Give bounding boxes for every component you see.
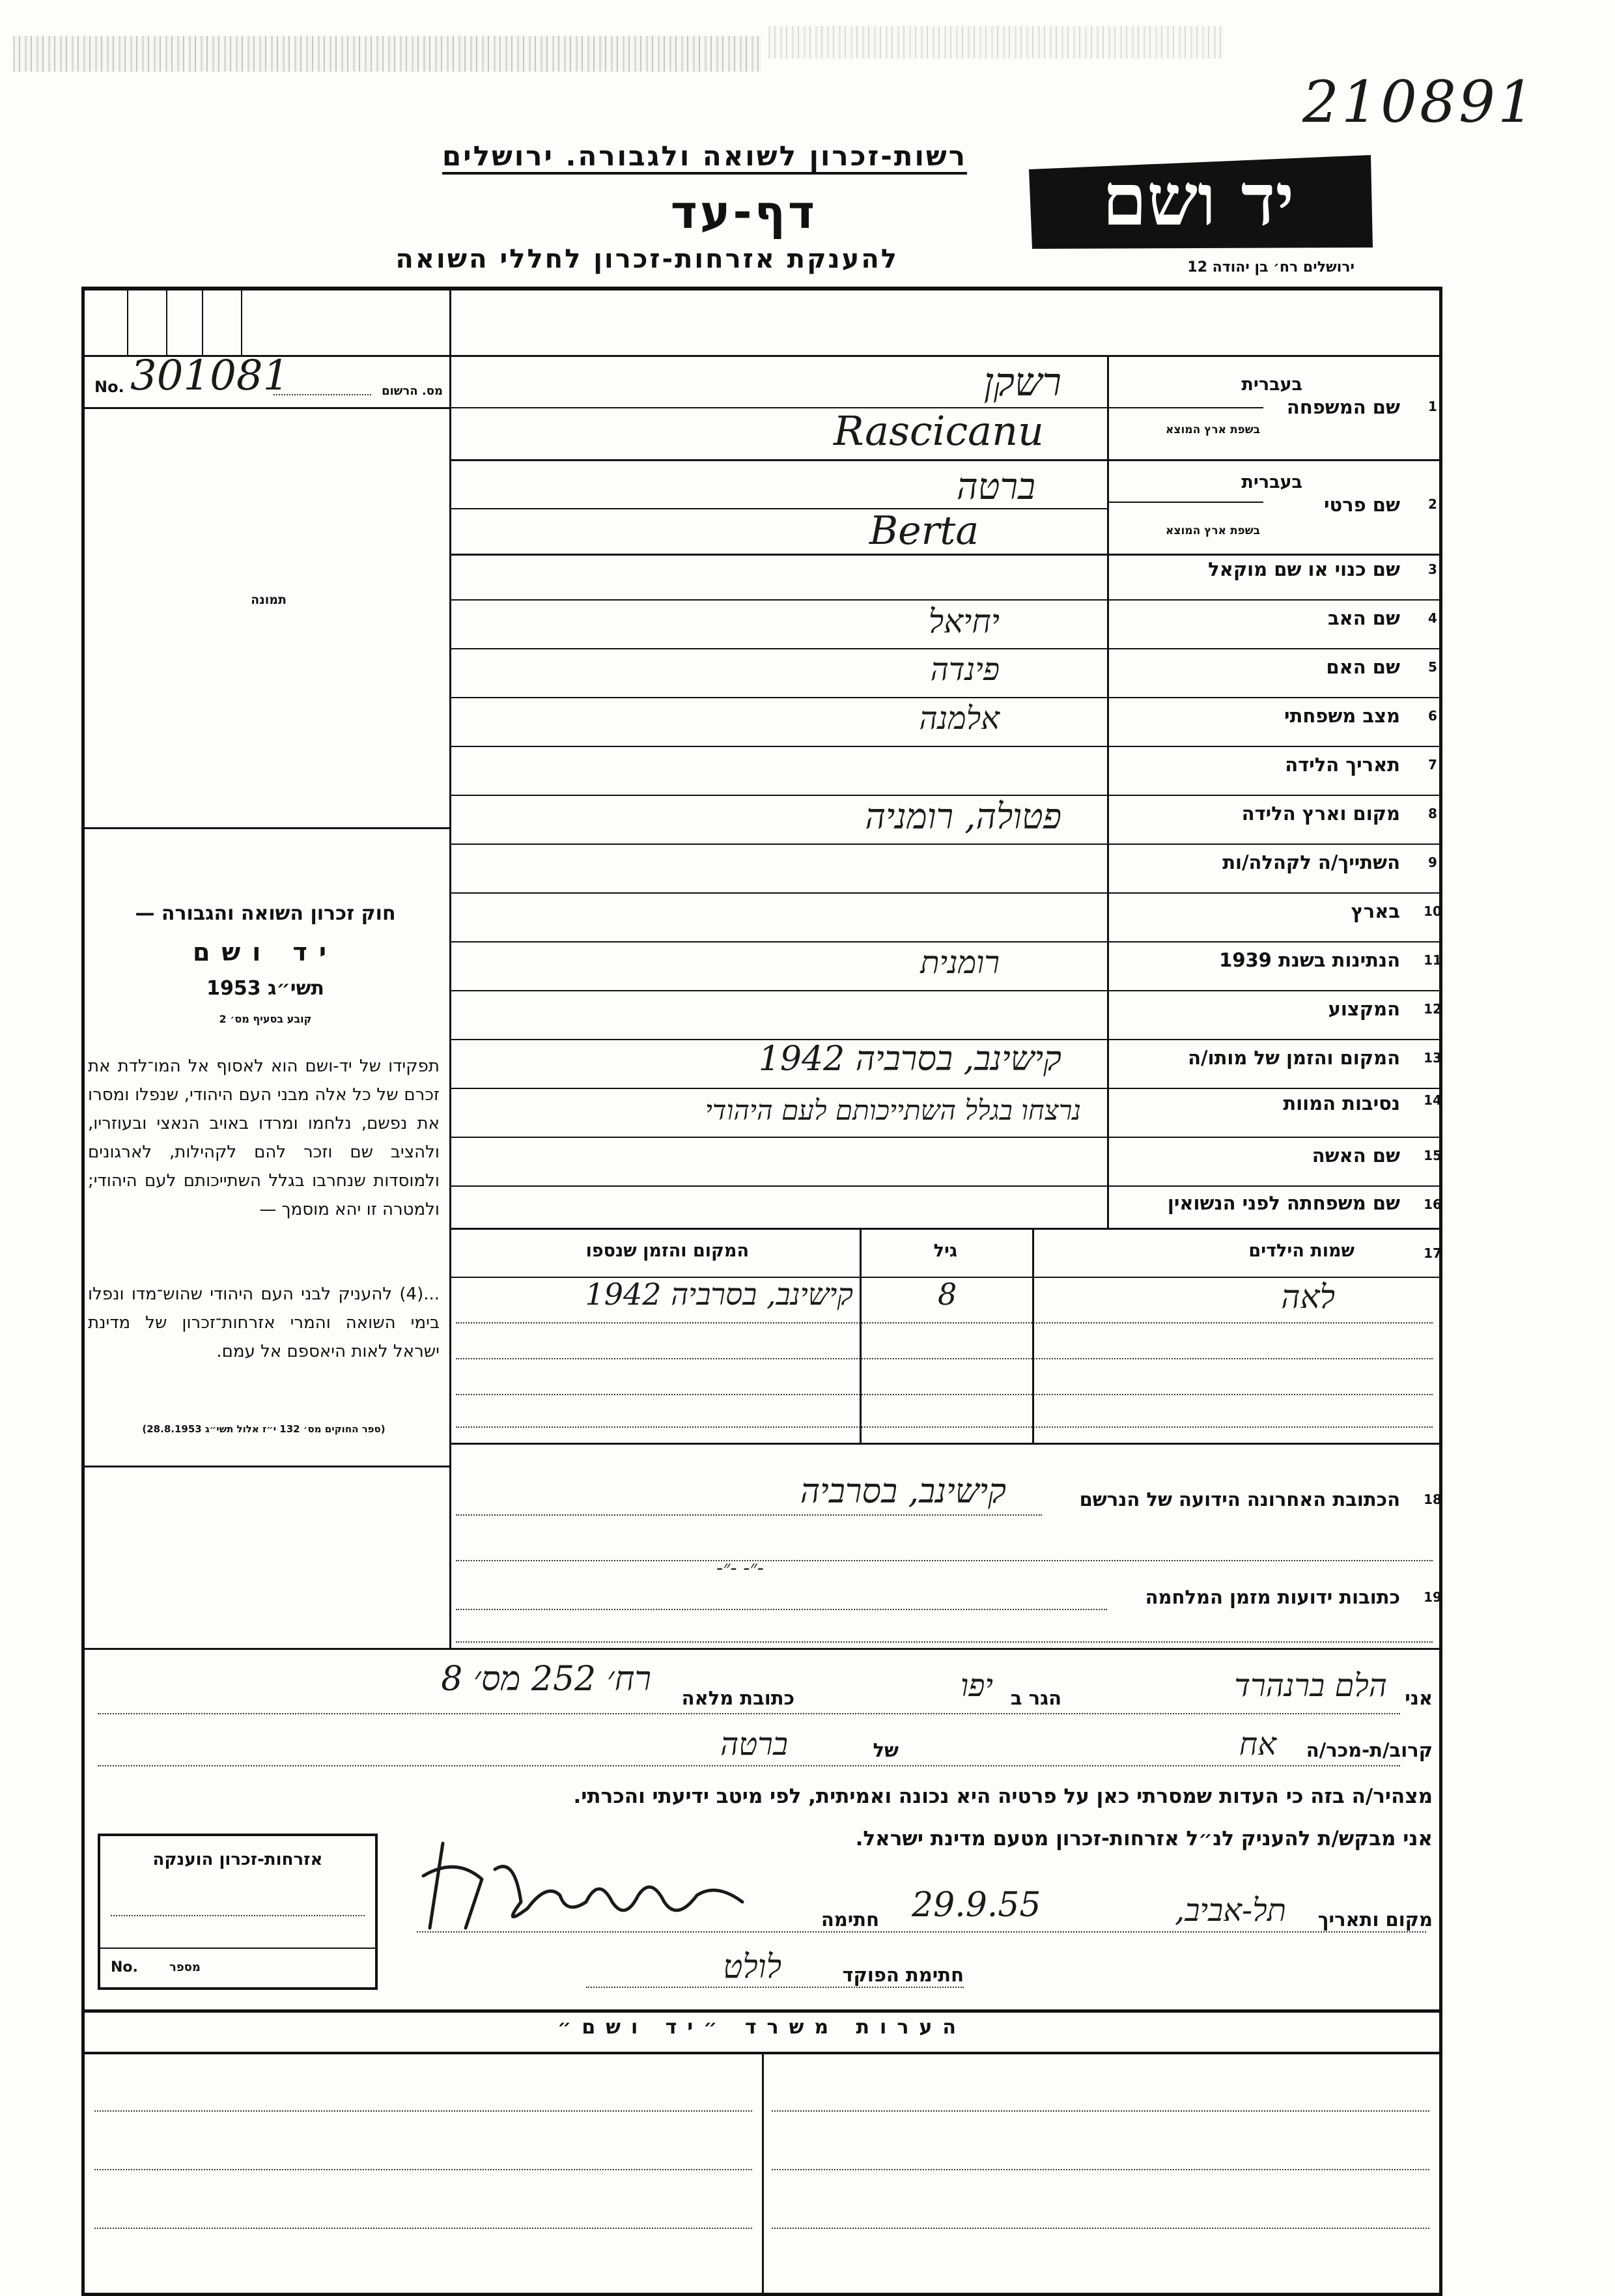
remarks-title: הערות משרד ״יד ושם״	[557, 2016, 966, 2039]
birth-place: פטולה, רומניה	[865, 796, 1061, 837]
dotted-line	[98, 1765, 1400, 1766]
registration-number: 301081	[130, 352, 290, 400]
scan-noise	[768, 26, 1224, 59]
children-place-header: המקום והזמן שנספו	[585, 1241, 749, 1261]
declarant-name: הלם ברנהרד	[1234, 1667, 1387, 1704]
field-label-maiden-name: שם משפחתה לפני הנשואין	[1167, 1192, 1400, 1214]
field-number: 16	[1424, 1197, 1442, 1212]
law-citation: (ספר החוקים מס׳ 132 י״ז אלול תשי״ג 28.8.1953)	[142, 1423, 386, 1435]
children-age-header: גיל	[933, 1241, 957, 1261]
field-number: 14	[1424, 1092, 1442, 1108]
field-label-last-address: הכתובת האחרונה הידועה של הנרשם	[1079, 1488, 1400, 1510]
sub-origin-language: בשפת ארץ המוצא	[1165, 524, 1260, 537]
field-number: 8	[1428, 806, 1437, 821]
law-clause: ...(4) להעניק לבני העם היהודי שהוש־מדו ונפלו בימי השואה והמרי אזרחות־זכרון של מדינת ישראל לאות היאספם אל עמם.	[88, 1284, 440, 1361]
rule	[1107, 407, 1263, 408]
field-label-in-country: בארץ	[1351, 900, 1400, 922]
decl-of: של	[873, 1739, 899, 1761]
father-name: יחיאל	[928, 602, 1000, 640]
rule	[449, 554, 1442, 556]
rule	[449, 1185, 1442, 1187]
dotted-line	[274, 394, 371, 395]
rule	[202, 287, 203, 355]
rule	[449, 892, 1442, 894]
ditto-marks: -״- -״-	[716, 1557, 764, 1580]
citizenship-no-label: No.	[111, 1959, 138, 1976]
field-label-community: השתייך/ה לקהלה/ות	[1222, 851, 1400, 873]
officer-signature: לולט	[723, 1948, 781, 1985]
rule	[449, 648, 1442, 649]
marital-status: אלמנה	[919, 700, 1000, 737]
declarant-street: רח׳ 252 מס׳ 8	[441, 1660, 651, 1699]
field-number: 7	[1428, 757, 1437, 772]
rule	[166, 287, 167, 355]
law-year: תשי״ג 1953	[206, 977, 324, 1000]
law-section: קובע בסעיף מס׳ 2	[219, 1013, 312, 1025]
death-place-time: קישינב, בסרביה 1942	[758, 1040, 1061, 1079]
dotted-line	[772, 2110, 1429, 2112]
rule	[449, 599, 1442, 601]
form-subtitle: להענקת אזרחות-זכרון לחללי השואה	[395, 244, 899, 274]
dotted-line	[98, 1713, 1400, 1714]
dotted-line	[456, 1609, 1107, 1610]
dotted-line	[772, 2169, 1429, 2170]
field-label-first-name: שם פרטי	[1323, 494, 1400, 516]
rule	[449, 1088, 1442, 1089]
rule	[449, 1443, 1442, 1445]
field-number: 5	[1428, 659, 1437, 675]
dotted-line	[772, 2228, 1429, 2229]
dotted-line	[456, 1514, 1042, 1516]
field-label-mother: שם האם	[1326, 656, 1400, 678]
signature-label: חתימה	[821, 1908, 879, 1931]
reg-no-label: No.	[94, 378, 124, 396]
sub-origin-language: בשפת ארץ המוצא	[1165, 423, 1260, 436]
rule	[81, 2009, 1442, 2013]
rule	[449, 1137, 1442, 1138]
decl-resides: הגר ב	[1010, 1687, 1061, 1709]
dotted-line	[94, 2228, 752, 2229]
last-address: קישינב, בסרביה	[800, 1472, 1006, 1511]
family-name-origin: Rascicanu	[834, 407, 1044, 455]
rule	[81, 1648, 1442, 1650]
dotted-line	[417, 1931, 1426, 1933]
dotted-line	[111, 1915, 365, 1916]
field-number: 13	[1424, 1050, 1442, 1066]
photo-label: תמונה	[251, 593, 287, 607]
first-name-origin: Berta	[869, 508, 979, 554]
field-label-family-name: שם המשפחה	[1286, 396, 1400, 418]
rule	[449, 843, 1442, 845]
dotted-line	[456, 1641, 1433, 1643]
logo-text: יד ושם	[1102, 158, 1295, 242]
decl-full-address: כתובת מלאה	[681, 1687, 794, 1709]
rule	[127, 287, 128, 355]
signature	[404, 1830, 768, 1944]
rule	[449, 508, 1107, 509]
citizenship-1939: רומנית	[920, 944, 1000, 981]
field-label-death-place-time: המקום והזמן של מותו/ה	[1188, 1047, 1400, 1069]
field-number: 11	[1424, 952, 1442, 968]
declarant-city: יפו	[960, 1667, 993, 1704]
logo-address: ירושלים רח׳ בן יהודה 12	[1187, 259, 1355, 276]
field-number: 2	[1428, 496, 1437, 512]
children-names-header: שמות הילדים	[1248, 1241, 1355, 1261]
form-title: דף-עד	[670, 186, 817, 239]
field-label-marital: מצב משפחתי	[1284, 705, 1400, 727]
dotted-line	[456, 1358, 1433, 1359]
declarant-relation: אח	[1239, 1726, 1276, 1763]
law-name: יד ושם	[192, 938, 339, 967]
field-number: 1	[1428, 399, 1437, 414]
place-value: תל-אביב,	[1175, 1892, 1286, 1929]
dotted-line	[456, 1560, 1433, 1561]
rule	[449, 746, 1442, 747]
rule	[449, 941, 1442, 942]
yad-vashem-logo	[1016, 150, 1381, 254]
field-label-nickname: שם כנוי או שם מוקאל	[1208, 558, 1400, 580]
field-number: 4	[1428, 610, 1437, 626]
field-label-birth-place: מקום וארץ הלידה	[1241, 802, 1400, 825]
scan-noise	[13, 36, 762, 72]
rule	[81, 407, 449, 409]
law-title: חוק זכרון השואה והגבורה —	[135, 902, 396, 925]
field-number: 6	[1428, 708, 1437, 724]
field-number: 15	[1424, 1148, 1442, 1163]
citizenship-number-label: מספר	[169, 1961, 201, 1974]
child-age: 8	[938, 1277, 957, 1312]
dotted-line	[586, 1987, 964, 1988]
rule	[762, 2052, 764, 2293]
declaration-line-2: אני מבקש/ת להעניק לנ״ל אזרחות-זכרון מטעם מדינת ישראל.	[855, 1827, 1433, 1850]
field-label-wartime-addresses: כתובות ידועות מזמן המלחמה	[1145, 1586, 1400, 1608]
rule	[449, 697, 1442, 698]
child-death-place-time: קישינב, בסרביה 1942	[585, 1277, 853, 1312]
dotted-line	[456, 1426, 1433, 1428]
field-label-citizenship: הנתינות בשנת 1939	[1219, 949, 1400, 971]
declaration-line-1: מצהיר/ה בזה כי העדות שמסרתי כאן על פרטיה היא נכונה ואמיתית, לפי מיטב ידיעתי והכרתי.	[573, 1785, 1433, 1808]
rule	[81, 827, 449, 829]
sub-hebrew: בעברית	[1241, 472, 1302, 492]
archive-stamp-number: 210891	[1302, 68, 1537, 135]
rule	[860, 1228, 862, 1443]
first-name-hebrew: ברטה	[956, 466, 1035, 508]
death-circumstances: נרצחו בגלל השתייכותם לעם היהודי	[705, 1094, 1081, 1126]
date-value: 29.9.55	[912, 1886, 1041, 1925]
label-column-divider	[1107, 355, 1109, 1228]
citizenship-box-title: אזרחות-זכרון הוענקה	[152, 1850, 323, 1869]
field-number: 17	[1424, 1245, 1442, 1261]
field-label-father: שם האב	[1327, 607, 1400, 629]
rule	[81, 1466, 449, 1467]
dotted-line	[456, 1322, 1433, 1324]
field-number: 12	[1424, 1001, 1442, 1017]
field-label-wife-name: שם האשה	[1312, 1144, 1400, 1167]
mother-name: פינדה	[930, 651, 1000, 688]
field-number: 18	[1424, 1492, 1442, 1507]
field-number: 19	[1424, 1589, 1442, 1605]
rule	[1107, 502, 1263, 503]
field-label-profession: המקצוע	[1328, 998, 1400, 1020]
sub-hebrew: בעברית	[1241, 375, 1302, 395]
field-label-birth-date: תאריך הלידה	[1285, 754, 1400, 776]
authority-name: רשות-זכרון לשואה ולגבורה. ירושלים	[442, 140, 967, 175]
family-name-hebrew: רשקן	[983, 360, 1061, 405]
dotted-line	[456, 1394, 1433, 1395]
place-date-label: מקום ותאריך	[1317, 1908, 1433, 1931]
frame-top-rule	[81, 287, 1442, 291]
rule	[98, 1948, 378, 1949]
reg-label: מס. הרשום	[382, 384, 443, 398]
rule	[1032, 1228, 1034, 1443]
officer-label: חתימת הפוקד	[842, 1964, 964, 1986]
field-number: 10	[1424, 903, 1442, 919]
dotted-line	[94, 2110, 752, 2112]
law-text: תפקידו של יד-ושם הוא לאסוף אל המו־לדת את זכרם של כל אלה מבני העם היהודי, שנפלו ומסרו את נפשם, נלחמו ומרדו באויב הנאצי ובעוזריו, ולהציב שם וזכר להם לקהילות, לארגונים ולמוסדות שנחרבו בגלל השתייכותם לעם היהודי; ולמטרה זו יהא מוסמך —	[88, 1056, 440, 1219]
rule	[449, 1228, 1442, 1230]
decl-i: אני	[1405, 1687, 1433, 1709]
rule	[241, 287, 242, 355]
decl-relative: קרוב/ת-מכר/ה	[1306, 1739, 1433, 1761]
rule	[449, 459, 1442, 461]
dotted-line	[94, 2169, 752, 2170]
field-number: 9	[1428, 855, 1437, 870]
child-name: לאה	[1281, 1278, 1335, 1316]
rule	[449, 990, 1442, 991]
field-number: 3	[1428, 561, 1437, 577]
field-label-death-circumstances: נסיבות המוות	[1283, 1092, 1400, 1114]
decl-of-name: ברטה	[720, 1726, 788, 1763]
